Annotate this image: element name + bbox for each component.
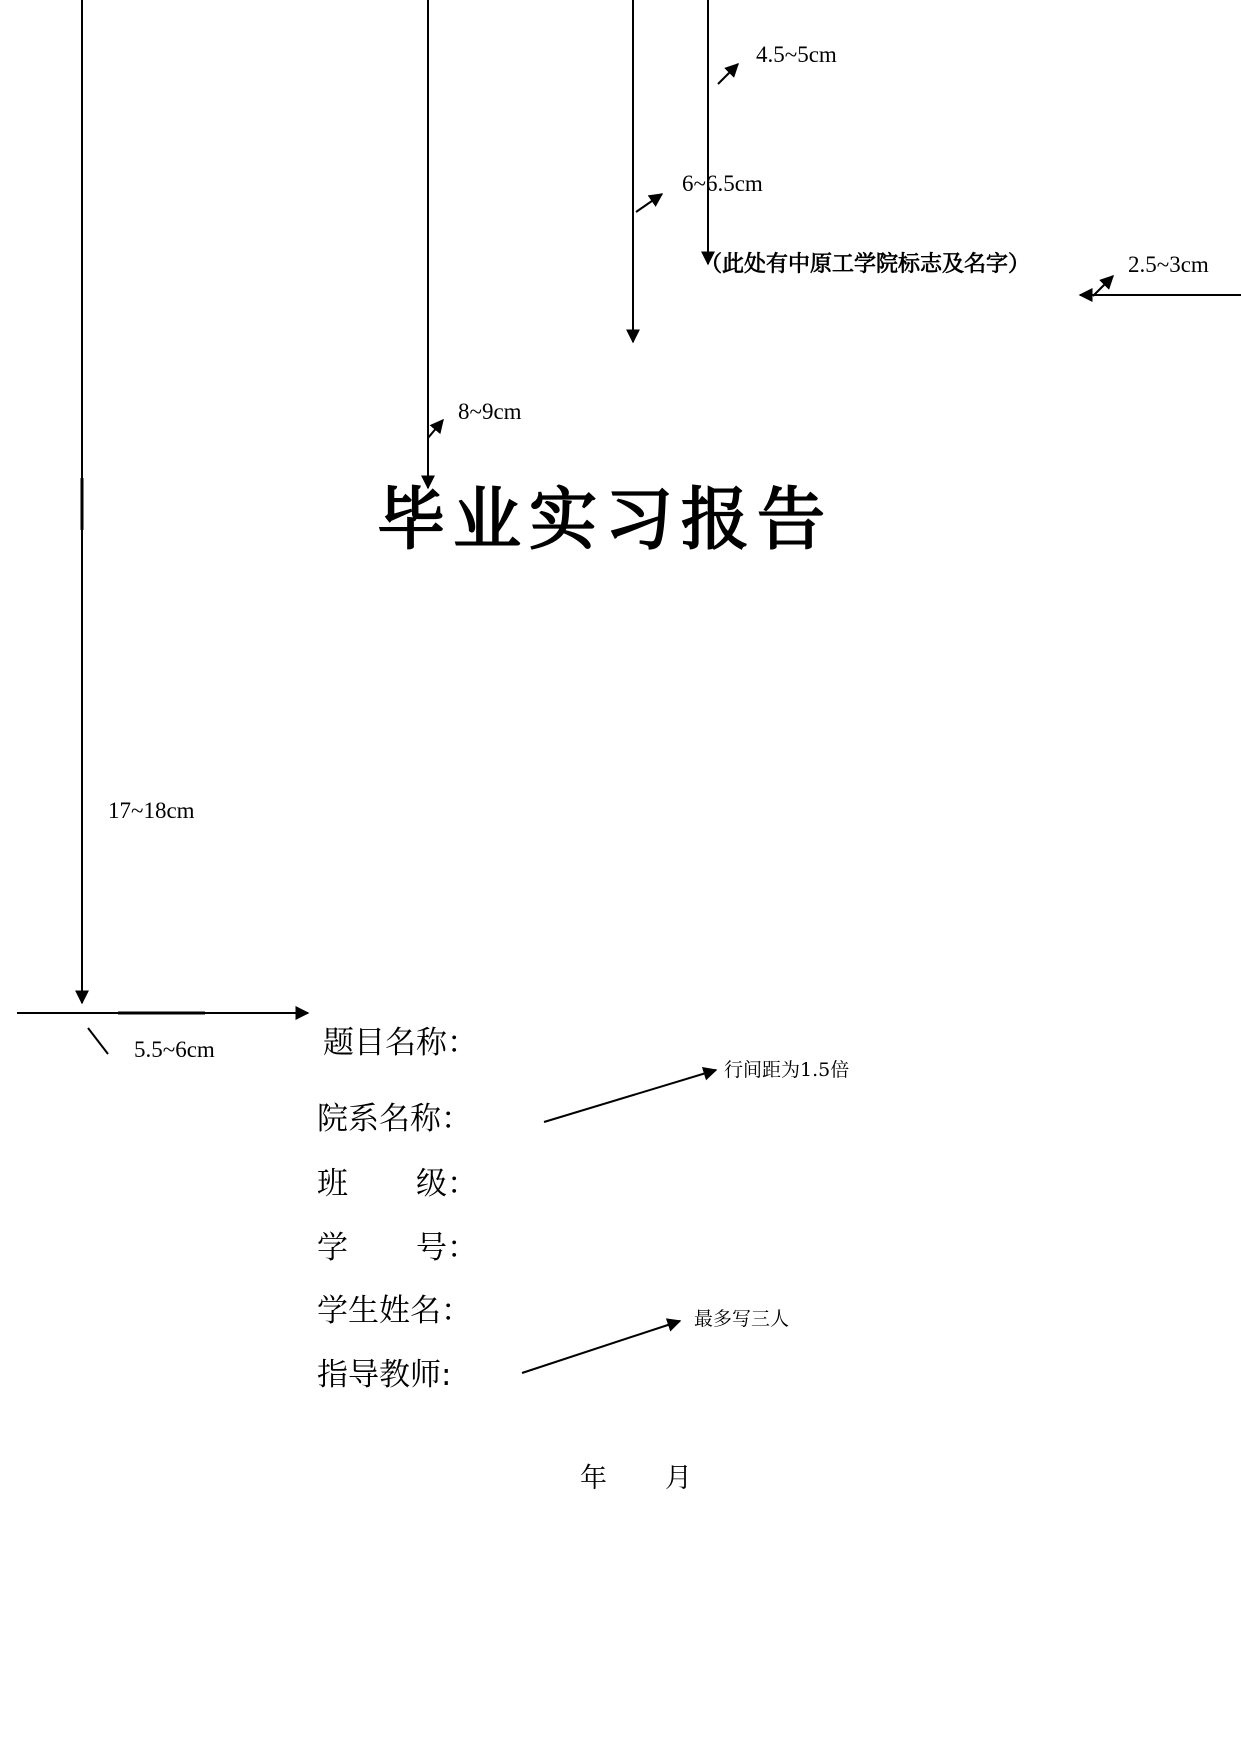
advisor-field-label: 指导教师: bbox=[317, 1357, 452, 1393]
student-id-field-label-start: 学 bbox=[317, 1230, 348, 1266]
title-offset-label: 8~9cm bbox=[458, 399, 522, 424]
student-id-field-label-end: 号： bbox=[416, 1230, 478, 1266]
leader-right-margin bbox=[1093, 276, 1113, 296]
right-margin-label: 2.5~3cm bbox=[1128, 252, 1209, 277]
leader-title-offset bbox=[428, 420, 443, 438]
leader-logo-offset bbox=[636, 194, 662, 212]
max-names-note: 最多写三人 bbox=[694, 1308, 790, 1330]
report-title: 毕业实习报告 bbox=[377, 481, 834, 560]
top-margin-label: 4.5~5cm bbox=[756, 42, 837, 67]
logo-placeholder-text: （此处有中原工学院标志及名字） bbox=[700, 251, 1031, 277]
student-name-field-label: 学生姓名： bbox=[317, 1293, 472, 1329]
student-id-field-label bbox=[317, 1230, 478, 1266]
topic-field-label: 题目名称： bbox=[323, 1025, 478, 1061]
date-month: 月 bbox=[665, 1463, 692, 1494]
class-field-label-start: 班 bbox=[317, 1166, 348, 1202]
date-year: 年 bbox=[580, 1463, 607, 1494]
left-offset-label: 5.5~6cm bbox=[134, 1037, 215, 1062]
class-field-label-end: 级： bbox=[416, 1166, 478, 1202]
leader-left-offset bbox=[88, 1028, 108, 1054]
class-field-label bbox=[317, 1166, 478, 1202]
line-spacing-note: 行间距为1.5倍 bbox=[724, 1059, 850, 1081]
department-field-label: 院系名称： bbox=[317, 1101, 472, 1137]
leader-max-names-note bbox=[522, 1321, 680, 1373]
logo-offset-label: 6~6.5cm bbox=[682, 171, 763, 196]
info-offset-label: 17~18cm bbox=[108, 798, 195, 823]
leader-top-margin bbox=[718, 64, 738, 84]
leader-line-spacing-note bbox=[544, 1070, 716, 1122]
